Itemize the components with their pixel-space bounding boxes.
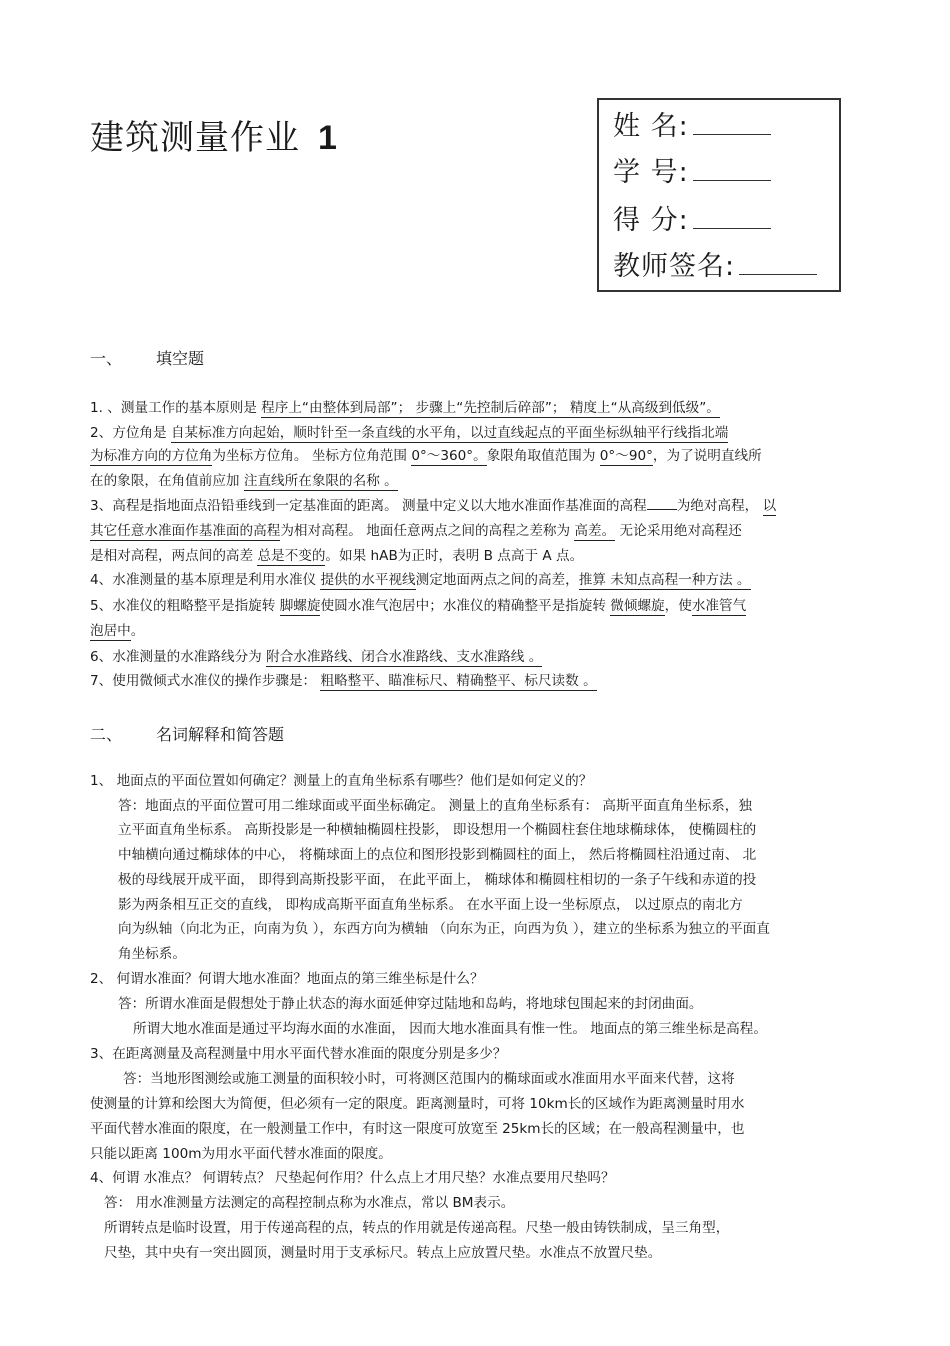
question-line: 1、 地面点的平面位置如何确定？测量上的直角坐标系有哪些？他们是如何定义的？ xyxy=(90,773,593,789)
answer-line: 所谓转点是临时设置，用于传递高程的点，转点的作用就是传递高程。尺垫一般由铸铁制成，呈三角型， xyxy=(104,1220,730,1236)
answer-blank: 水准管气 xyxy=(691,598,747,614)
score-label: 得 分: xyxy=(613,205,689,236)
answer-blank: 总是不变的 xyxy=(257,548,326,564)
fill-line xyxy=(90,425,728,441)
line-text: 为相对高程。 地面任意两点之间的高程之差称为 xyxy=(280,523,575,539)
fill-line xyxy=(90,548,583,564)
line-text: 。 xyxy=(130,623,145,639)
answer-blank: 程序上“由整体到局部”； 步骤上“先控制后碎部”； 精度上“从高级到低级”。 xyxy=(261,400,720,416)
section2-number: 二、 xyxy=(90,725,123,744)
answer-line: 影为两条相互正交的直线， 即构成高斯平面直角坐标系。 在水平面上设一坐标原点， 以过原点的南北方 xyxy=(118,897,743,913)
answer-blank: 提供的水平视线 xyxy=(320,572,416,588)
line-text: 7、使用微倾式水准仪的操作步骤是： xyxy=(90,673,321,689)
fill-line xyxy=(90,523,742,539)
score-blank[interactable] xyxy=(693,227,771,229)
answer-blank: 附合水准路线、闭合水准路线、支水准路线 。 xyxy=(266,649,543,665)
answer-line: 向为纵轴（向北为正，向南为负 ），东西方向为横轴 （向东为正，向西为负 ），建立的坐标系为独立的平面直 xyxy=(118,921,770,937)
answer-blank: 脚螺旋 xyxy=(279,598,321,614)
question-line: 2、 何谓水准面？何谓大地水准面？地面点的第三维坐标是什么？ xyxy=(90,971,484,987)
answer-line: 所谓大地水准面是通过平均海水面的水准面， 因而大地水准面具有惟一性。 地面点的第三维坐标是高程。 xyxy=(133,1021,767,1037)
line-text: ，为了说明直线所 xyxy=(652,448,762,464)
answer-blank: 推算 xyxy=(578,572,611,588)
section1-number: 一、 xyxy=(90,349,123,368)
section1-title: 填空题 xyxy=(156,349,205,368)
line-text: 2、方位角是 xyxy=(90,425,171,441)
answer-blank xyxy=(647,508,677,510)
line-text: 3、高程是指地面点沿铅垂线到一定基准面的距离。 测量中定义以大地水准面作基准面的高程 xyxy=(90,498,647,514)
line-text: 4、水准测量的基本原理是利用水准仪 xyxy=(90,572,321,588)
fill-line xyxy=(90,473,398,489)
teacher-signature-label: 教师签名: xyxy=(613,251,736,282)
fill-line xyxy=(90,649,542,665)
answer-blank: 高差。 xyxy=(574,523,616,539)
answer-line: 尺垫，其中央有一突出圆顶，测量时用于支承标尺。转点上应放置尺垫。水准点不放置尺垫。 xyxy=(104,1245,662,1261)
answer-blank: 以 xyxy=(762,498,777,514)
answer-line: 答：所谓水准面是假想处于静止状态的海水面延伸穿过陆地和岛屿，将地球包围起来的封闭曲面。 xyxy=(118,996,703,1012)
title-text: 建筑测量作业 xyxy=(90,118,300,158)
line-text: 测定地面两点之间的高差， xyxy=(415,572,579,588)
line-text: ，使 xyxy=(664,598,692,614)
answer-blank: 为标准方向的方位角 xyxy=(90,448,213,464)
name-label: 姓 名: xyxy=(613,111,689,142)
answer-blank: 注直线所在象限的名称 。 xyxy=(243,473,398,489)
answer-line: 答：当地形图测绘或施工测量的面积较小时，可将测区范围内的椭球面或水准面用水平面来代替，这将 xyxy=(123,1071,735,1087)
teacher-signature-blank[interactable] xyxy=(739,273,817,275)
answer-line: 使测量的计算和绘图大为简便，但必须有一定的限度。距离测量时，可将 10km长的区域作为距离测量时用水 xyxy=(90,1096,745,1112)
fill-line xyxy=(90,598,746,614)
answer-line: 立平面直角坐标系。 高斯投影是一种横轴椭圆柱投影， 即设想用一个椭圆柱套住地球椭球体， 使椭圆柱的 xyxy=(118,822,757,838)
answer-blank: 0°～90° xyxy=(599,448,653,464)
line-text: 6、水准测量的水准路线分为 xyxy=(90,649,267,665)
line-text: 1. 、测量工作的基本原则是 xyxy=(90,400,262,416)
title-number: 1 xyxy=(318,119,338,157)
fill-line xyxy=(90,572,751,588)
line-text: 在的象限，在角值前应加 xyxy=(90,473,244,489)
question-line: 3、在距离测量及高程测量中用水平面代替水准面的限度分别是多少？ xyxy=(90,1046,507,1062)
answer-blank: 自某标准方向起始，顺时针至一条直线的水平角，以过直线起点的平面坐标纵轴平行线指北端 xyxy=(170,425,729,441)
answer-line: 只能以距离 100m为用水平面代替水准面的限度。 xyxy=(90,1146,392,1162)
fill-line xyxy=(90,673,597,689)
answer-line: 极的母线展开成平面， 即得到高斯投影平面， 在此平面上， 椭球体和椭圆柱相切的一条子午线和赤道的投 xyxy=(118,872,757,888)
section2-title: 名词解释和简答题 xyxy=(156,725,285,744)
answer-blank: 泡居中 xyxy=(90,623,131,639)
section1-heading xyxy=(90,346,204,369)
answer-blank: 粗略整平、瞄准标尺、精确整平、标尺读数 。 xyxy=(320,673,597,689)
answer-blank: 0°～360°。 xyxy=(411,448,487,464)
name-row xyxy=(613,104,771,143)
answer-line: 中轴横向通过椭球体的中心， 将椭球面上的点位和图形投影到椭圆柱的面上， 然后将椭圆柱沿通过南、 北 xyxy=(118,847,757,863)
fill-line xyxy=(90,623,144,639)
fill-line xyxy=(90,448,762,464)
student-id-label: 学 号: xyxy=(613,157,689,188)
line-text: 是相对高程，两点间的高差 xyxy=(90,548,258,564)
line-text: 使圆水准气泡居中；水准仪的精确整平是指旋转 xyxy=(320,598,611,614)
line-text: 无论采用绝对高程还 xyxy=(615,523,742,539)
score-row xyxy=(613,198,771,237)
line-text: 为坐标方位角。 坐标方位角范围 xyxy=(212,448,412,464)
answer-line: 平面代替水准面的限度，在一般测量工作中，有时这一限度可放宽至 25km长的区域；在一般高程测量中，也 xyxy=(90,1121,745,1137)
answer-line: 角坐标系。 xyxy=(118,946,186,962)
fill-line xyxy=(90,498,776,514)
answer-blank: 微倾螺旋 xyxy=(610,598,665,614)
fill-line xyxy=(90,400,720,416)
student-id-row xyxy=(613,150,771,189)
line-text: 象限角取值范围为 xyxy=(486,448,600,464)
question-line: 4、何谓 水准点？ 何谓转点？ 尺垫起何作用？什么点上才用尺垫？水准点要用尺垫吗？ xyxy=(90,1170,615,1186)
line-text: 5、水准仪的粗略整平是指旋转 xyxy=(90,598,280,614)
answer-line: 答： 用水准测量方法测定的高程控制点称为水准点，常以 BM表示。 xyxy=(104,1195,515,1211)
student-info-box xyxy=(597,98,841,292)
teacher-signature-row xyxy=(613,244,817,283)
student-id-blank[interactable] xyxy=(693,179,771,181)
line-text: 。如果 hAB为正时，表明 B 点高于 A 点。 xyxy=(325,548,584,564)
line-text: 为绝对高程， xyxy=(676,498,763,514)
answer-blank: 其它任意水准面作基准面的高程 xyxy=(90,523,281,539)
name-blank[interactable] xyxy=(693,133,771,135)
answer-blank: 未知点高程一种方法 。 xyxy=(610,572,751,588)
answer-line: 答：地面点的平面位置可用二维球面或平面坐标确定。 测量上的直角坐标系有： 高斯平面直角坐标系，独 xyxy=(118,798,752,814)
section2-heading xyxy=(90,722,284,745)
page-title xyxy=(90,110,338,159)
